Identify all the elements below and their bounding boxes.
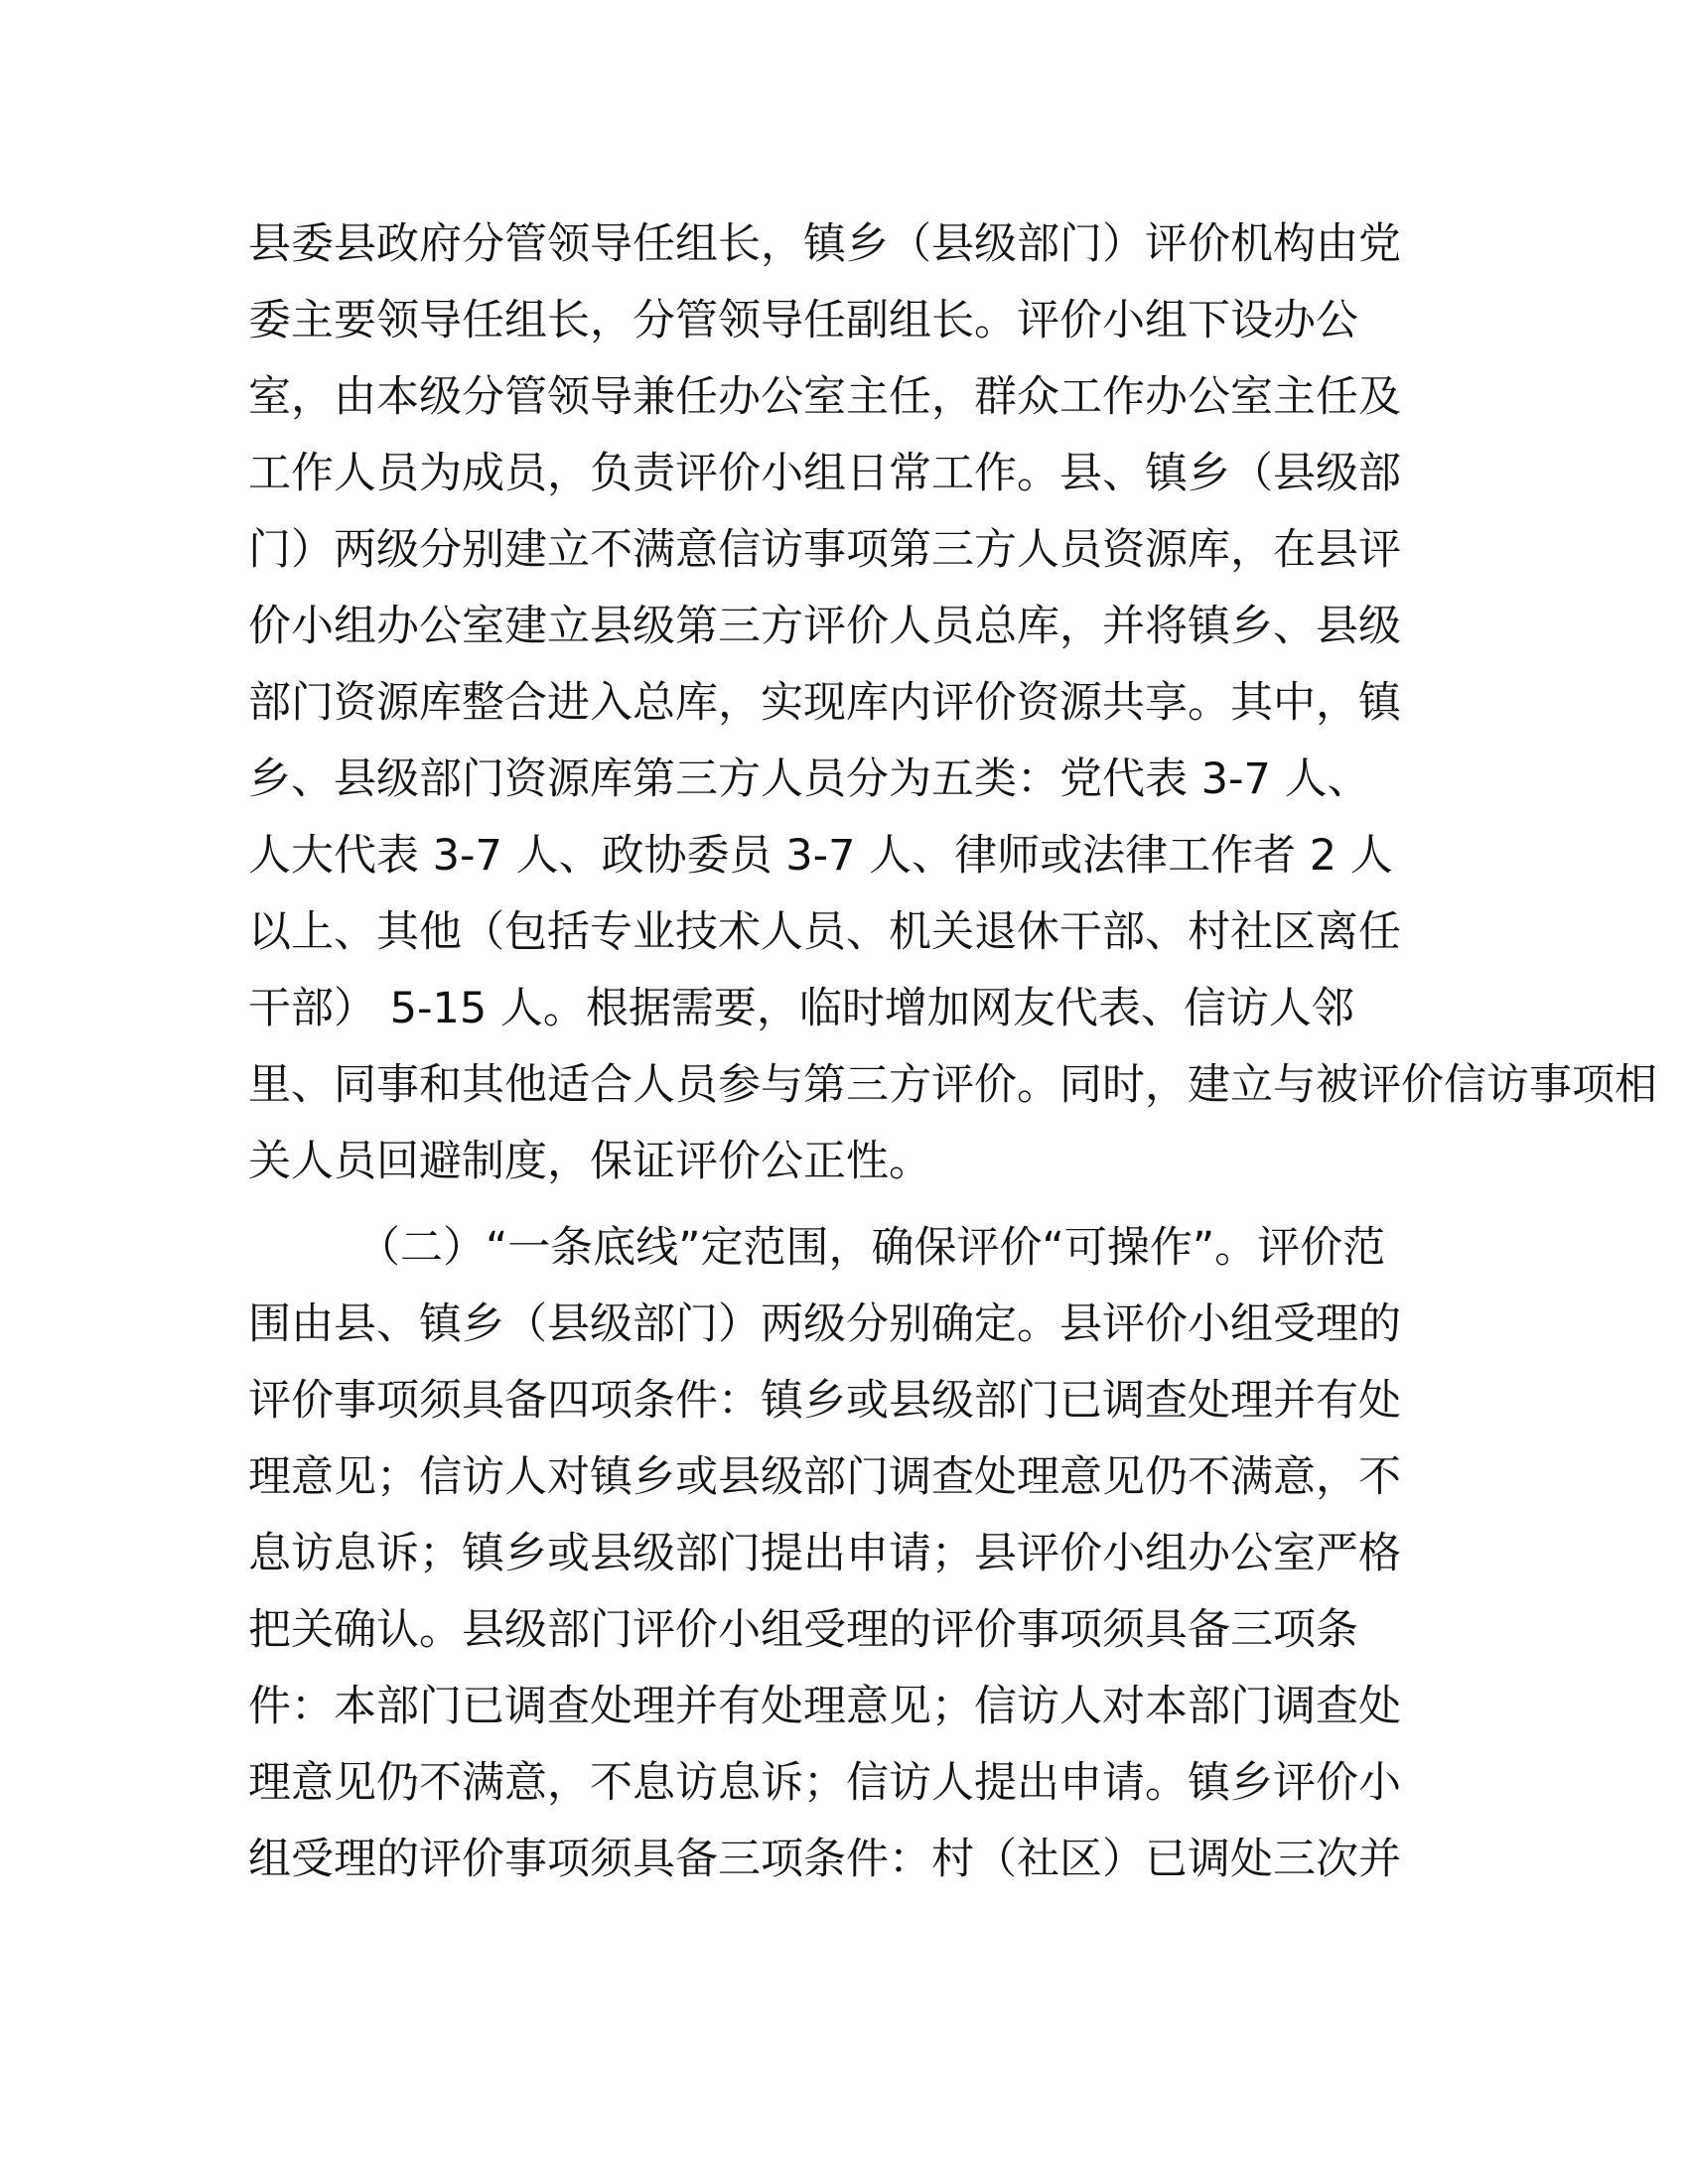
text-line: 围由县、镇乡（县级部门）两级分别确定。县评价小组受理的 bbox=[248, 1299, 1401, 1349]
text-line: 县委县政府分管领导任组长，镇乡（县级部门）评价机构由党 bbox=[248, 219, 1401, 269]
paragraph-2 bbox=[248, 1210, 1579, 1898]
paragraph-1 bbox=[248, 206, 1657, 1200]
text-line: 工作人员为成员，负责评价小组日常工作。县、镇乡（县级部 bbox=[248, 449, 1401, 498]
text-line: 关人员回避制度，保证评价公正性。 bbox=[248, 1137, 931, 1186]
text-line: 门）两级分别建立不满意信访事项第三方人员资源库，在县评 bbox=[248, 525, 1401, 575]
text-line: 把关确认。县级部门评价小组受理的评价事项须具备三项条 bbox=[248, 1605, 1358, 1655]
text-line: 评价事项须具备四项条件：镇乡或县级部门已调查处理并有处 bbox=[248, 1376, 1401, 1426]
text-line: 理意见；信访人对镇乡或县级部门调查处理意见仍不满意，不 bbox=[248, 1452, 1401, 1502]
text-line-indented: （二）“一条底线”定范围，确保评价“可操作”。评价范 bbox=[357, 1223, 1386, 1273]
text-line: 组受理的评价事项须具备三项条件：村（社区）已调处三次并 bbox=[248, 1835, 1401, 1884]
text-line: 委主要领导任组长，分管领导任副组长。评价小组下设办公 bbox=[248, 296, 1358, 345]
text-line: 室，由本级分管领导兼任办公室主任，群众工作办公室主任及 bbox=[248, 372, 1401, 422]
text-line: 以上、其他（包括专业技术人员、机关退休干部、村社区离任 bbox=[248, 907, 1401, 957]
text-line: 里、同事和其他适合人员参与第三方评价。同时，建立与被评价信访事项相 bbox=[248, 1060, 1657, 1110]
text-line: 息访息诉；镇乡或县级部门提出申请；县评价小组办公室严格 bbox=[248, 1529, 1401, 1578]
text-line: 干部） 5-15 人。根据需要，临时增加网友代表、信访人邻 bbox=[248, 984, 1354, 1033]
text-line: 价小组办公室建立县级第三方评价人员总库，并将镇乡、县级 bbox=[248, 602, 1401, 651]
text-line: 件：本部门已调查处理并有处理意见；信访人对本部门调查处 bbox=[248, 1682, 1401, 1731]
paragraph-gap bbox=[248, 1200, 1579, 1210]
text-line: 理意见仍不满意，不息访息诉；信访人提出申请。镇乡评价小 bbox=[248, 1758, 1401, 1808]
text-line: 人大代表 3-7 人、政协委员 3-7 人、律师或法律工作者 2 人 bbox=[248, 831, 1393, 881]
document-body bbox=[248, 206, 1657, 1898]
text-line: 部门资源库整合进入总库，实现库内评价资源共享。其中，镇 bbox=[248, 678, 1401, 728]
text-line: 乡、县级部门资源库第三方人员分为五类：党代表 3-7 人、 bbox=[248, 754, 1370, 804]
